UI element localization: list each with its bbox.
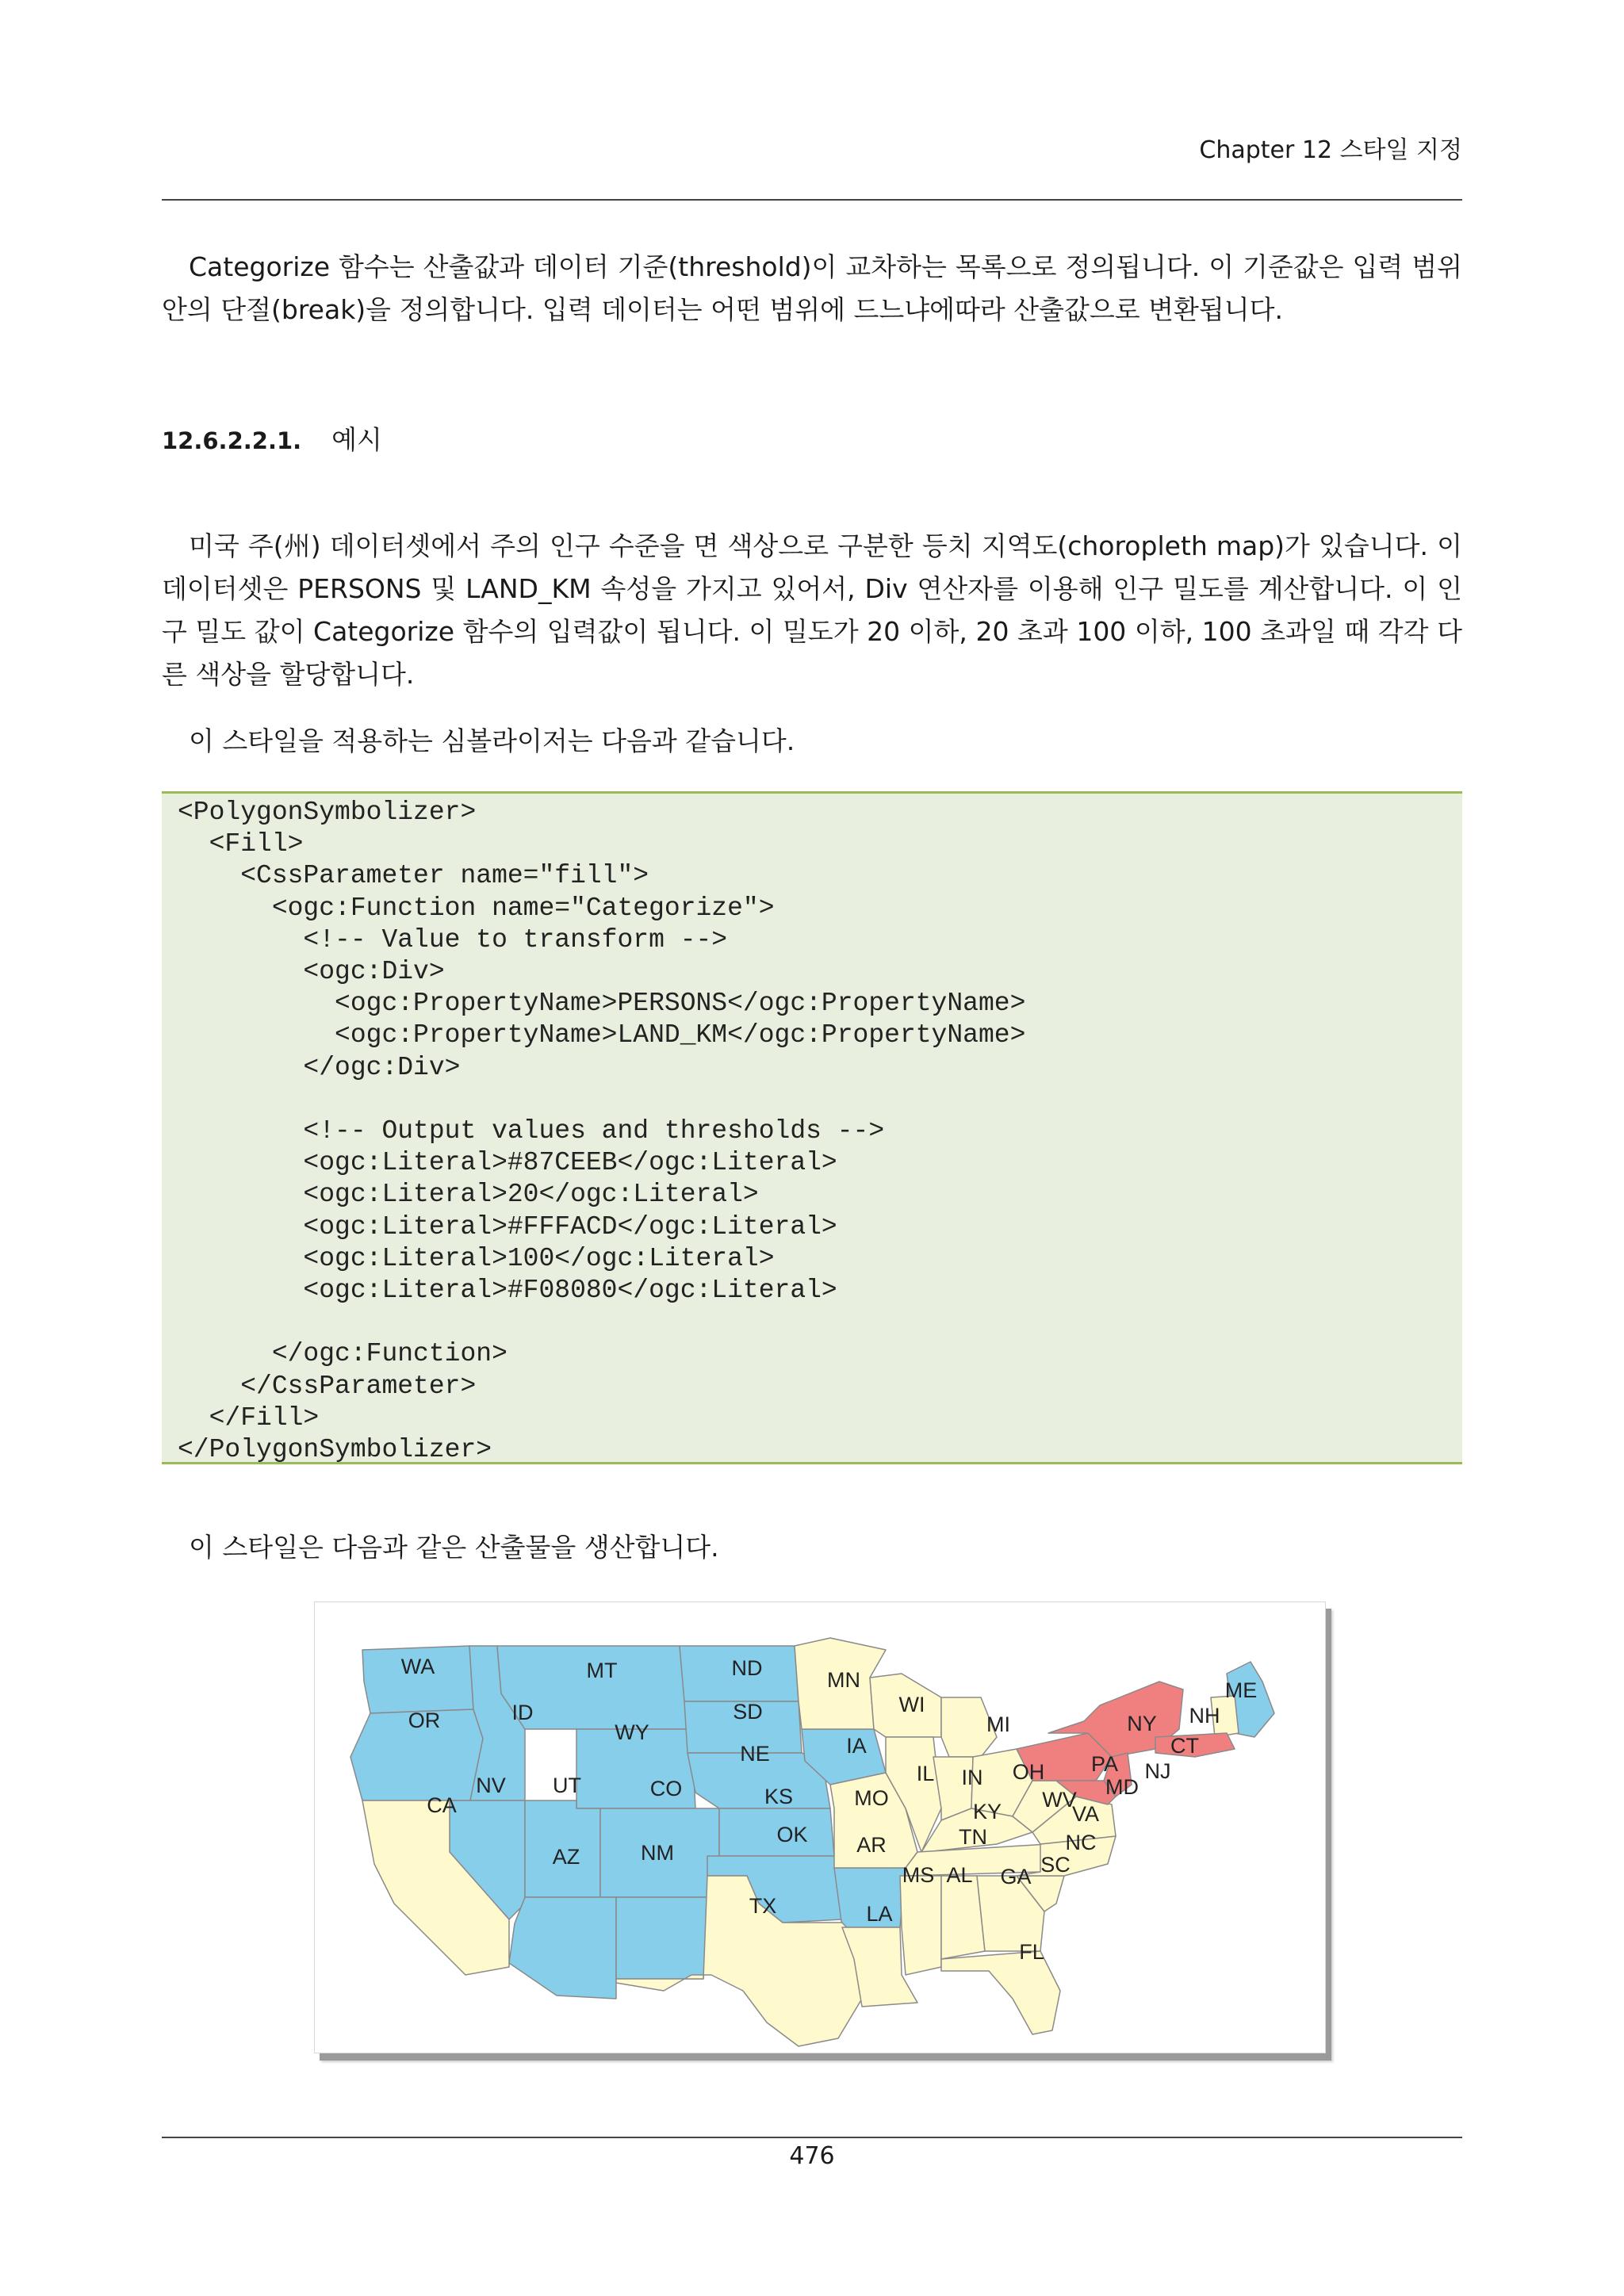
choropleth-map-figure [314,1601,1326,2053]
us-states-map [315,1602,1325,2053]
label-IA: IA [846,1734,867,1758]
running-header: Chapter 12 스타일 지정 [1199,136,1462,164]
label-IL: IL [916,1762,935,1785]
label-MT: MT [586,1659,618,1682]
label-KY: KY [972,1800,1002,1823]
label-MD: MD [1105,1775,1139,1799]
state-shapes [350,1638,1274,2046]
label-ID: ID [511,1701,534,1724]
label-SC: SC [1040,1853,1071,1877]
footer-rule [162,2137,1462,2138]
label-NC: NC [1065,1831,1097,1854]
label-PA: PA [1090,1752,1119,1776]
label-MI: MI [986,1712,1010,1736]
label-KS: KS [764,1785,794,1808]
label-WY: WY [615,1720,649,1744]
label-ME: ME [1224,1678,1258,1702]
label-OH: OH [1012,1760,1045,1784]
label-NE: NE [740,1742,770,1766]
label-VA: VA [1071,1802,1100,1826]
code-block: <PolygonSymbolizer> <Fill> <CssParameter name="fill"> <ogc:Function name="Categorize"> <!-- Value to transform --> <ogc:Div> <ogc:PropertyName>PERSONS</ogc:PropertyName> <ogc:PropertyName>LAND_KM</ogc:PropertyName> </ogc:Div> <!-- Output values and thresholds --> <ogc:Literal>#87CEEB</ogc:Literal> <ogc:Literal>20</ogc:Literal> <ogc:Literal>#FFFACD</ogc:Literal> <ogc:Literal>100</ogc:Literal> <ogc:Literal>#F08080</ogc:Literal> </ogc:Function> </CssParameter> </Fill> </PolygonSymbolizer> [162,791,1462,1464]
label-OK: OK [776,1823,808,1846]
state-NM [616,1897,707,1979]
state-AZ [509,1897,616,1999]
section-number: 12.6.2.2.1. [162,427,302,454]
label-NV: NV [476,1774,506,1797]
label-OR: OR [408,1709,441,1732]
label-MO: MO [854,1786,889,1810]
label-CT: CT [1170,1734,1199,1758]
label-AL: AL [946,1863,973,1887]
label-NM: NM [641,1841,674,1865]
label-GA: GA [1000,1865,1032,1888]
state-MS [900,1876,941,1975]
example-paragraph: 미국 주(州) 데이터셋에서 주의 인구 수준을 면 색상으로 구분한 등치 지역도(choropleth map)가 있습니다. 이 데이터셋은 PERSONS 및 LAND_KM 속성을 가지고 있어서, Div 연산자를 이용해 인구 밀도를 계산합니다. 이 인구 밀도 값이 Categorize 함수의 입력값이 됩니다. 이 밀도가 20 이하, 20 초과 100 이하, 100 초과일 때 각각 다른 색상을 할당합니다. [162,530,1462,690]
label-WI: WI [898,1693,925,1716]
label-WV: WV [1042,1788,1077,1812]
section-title: 예시 [331,424,382,455]
label-NH: NH [1189,1704,1220,1728]
intro-paragraph: Categorize 함수는 산출값과 데이터 기준(threshold)이 교차하는 목록으로 정의됩니다. 이 기준값은 입력 범위 안의 단절(break)을 정의합니다. 입력 데이터는 어떤 범위에 드느냐에따라 산출값으로 변환됩니다. [162,251,1462,325]
label-FL: FL [1019,1940,1044,1964]
label-MS: MS [902,1863,935,1887]
page-number: 476 [789,2142,835,2170]
label-UT: UT [553,1774,581,1797]
label-AZ: AZ [552,1845,580,1869]
label-WA: WA [400,1655,435,1678]
label-MN: MN [827,1668,860,1692]
label-TN: TN [959,1825,987,1849]
label-NY: NY [1127,1712,1157,1735]
header-rule [162,199,1462,201]
label-IN: IN [961,1766,983,1789]
section-heading [162,420,1462,461]
label-CA: CA [427,1793,457,1817]
label-NJ: NJ [1144,1759,1171,1783]
label-LA: LA [866,1902,893,1926]
label-AR: AR [856,1833,887,1857]
label-ND: ND [731,1656,763,1680]
output-intro: 이 스타일은 다음과 같은 산출물을 생산합니다. [189,1532,719,1563]
symbolizer-intro: 이 스타일을 적용하는 심볼라이저는 다음과 같습니다. [189,725,795,756]
label-CO: CO [649,1777,683,1800]
label-SD: SD [733,1700,763,1724]
label-TX: TX [749,1894,777,1918]
